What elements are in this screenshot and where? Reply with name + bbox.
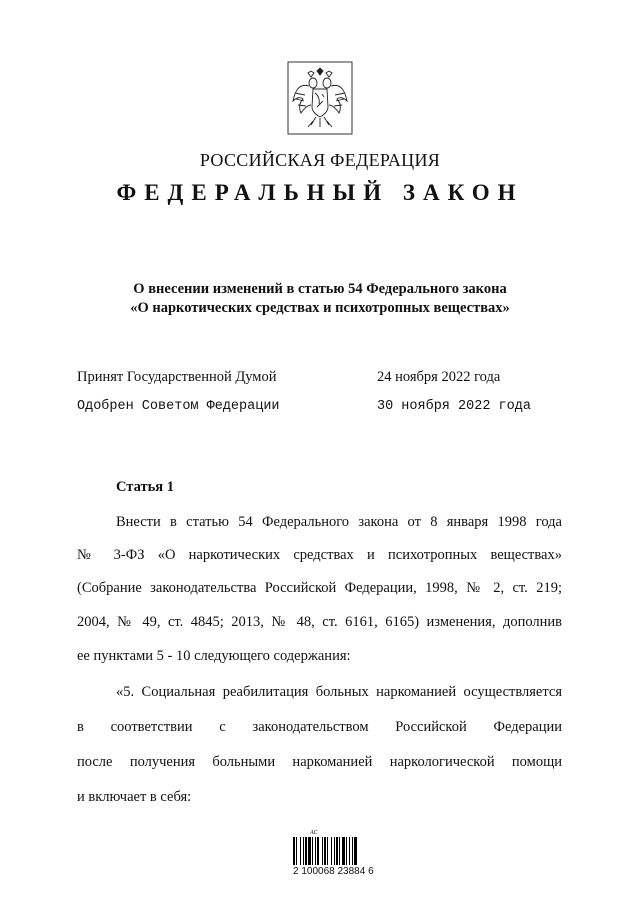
barcode-bar: [352, 837, 353, 865]
article-text-line: ее пунктами 5 - 10 следующего содержания:: [77, 648, 351, 664]
article-text-line: после получения больными наркоманией наркологической помощи: [77, 754, 562, 770]
barcode-bar: [303, 837, 304, 865]
article-text-line: «5. Социальная реабилитация больных наркоманией осуществляется: [116, 684, 562, 700]
barcode-bar: [324, 837, 326, 865]
country-name: РОССИЙСКАЯ ФЕДЕРАЦИЯ: [199, 150, 441, 170]
article-text-line: 2004, № 49, ст. 4845; 2013, № 48, ст. 6161, 6165) изменения, дополнив: [77, 614, 562, 630]
article-text-line: (Собрание законодательства Российской Федерации, 1998, № 2, ст. 219;: [77, 580, 562, 596]
barcode-bar: [342, 837, 345, 865]
duma-date: 24 ноября 2022 года: [377, 369, 501, 385]
barcode: [290, 828, 380, 866]
barcode-bar: [300, 837, 301, 865]
duma-label: Принят Государственной Думой: [77, 369, 277, 385]
duma-adoption-row: [77, 369, 501, 386]
coat-of-arms-emblem: [287, 61, 353, 135]
barcode-bar: [312, 837, 313, 865]
council-label: Одобрен Советом Федерации: [77, 399, 280, 414]
law-title-line-2: «О наркотических средствах и психотропных веществах»: [130, 300, 510, 316]
barcode-block: [290, 828, 380, 871]
barcode-bar: [315, 837, 316, 865]
barcode-bar: [339, 837, 340, 865]
barcode-bar: [354, 837, 357, 865]
barcode-bar: [308, 837, 311, 865]
barcode-bar: [346, 837, 347, 865]
barcode-bar: [349, 837, 350, 865]
barcode-number: 2 100068 23884 6: [293, 866, 374, 877]
article-text-line: Внести в статью 54 Федерального закона от 8 января 1998 года: [116, 514, 562, 530]
barcode-bar: [322, 837, 323, 865]
council-date: 30 ноября 2022 года: [377, 399, 531, 414]
barcode-bar: [334, 837, 335, 865]
initials-mark: АС: [310, 830, 318, 836]
law-title: [0, 280, 640, 318]
barcode-bar: [293, 837, 295, 865]
barcode-bar: [296, 837, 297, 865]
barcode-bar: [317, 837, 319, 865]
barcode-bar: [327, 837, 328, 865]
article-text-line: в соответствии с законодательством Российской Федерации: [77, 719, 562, 735]
article-heading: Статья 1: [116, 479, 174, 495]
law-title-line-1: О внесении изменений в статью 54 Федерального закона: [133, 281, 507, 297]
barcode-bar: [336, 837, 338, 865]
article-text-line: и включает в себя:: [77, 789, 192, 805]
council-approval-row: [77, 399, 531, 414]
article-text-line: № 3-ФЗ «О наркотических средствах и психотропных веществах»: [77, 547, 562, 563]
barcode-bar: [305, 837, 307, 865]
document-type: ФЕДЕРАЛЬНЫЙ ЗАКОН: [116, 180, 524, 205]
barcode-bar: [331, 837, 332, 865]
